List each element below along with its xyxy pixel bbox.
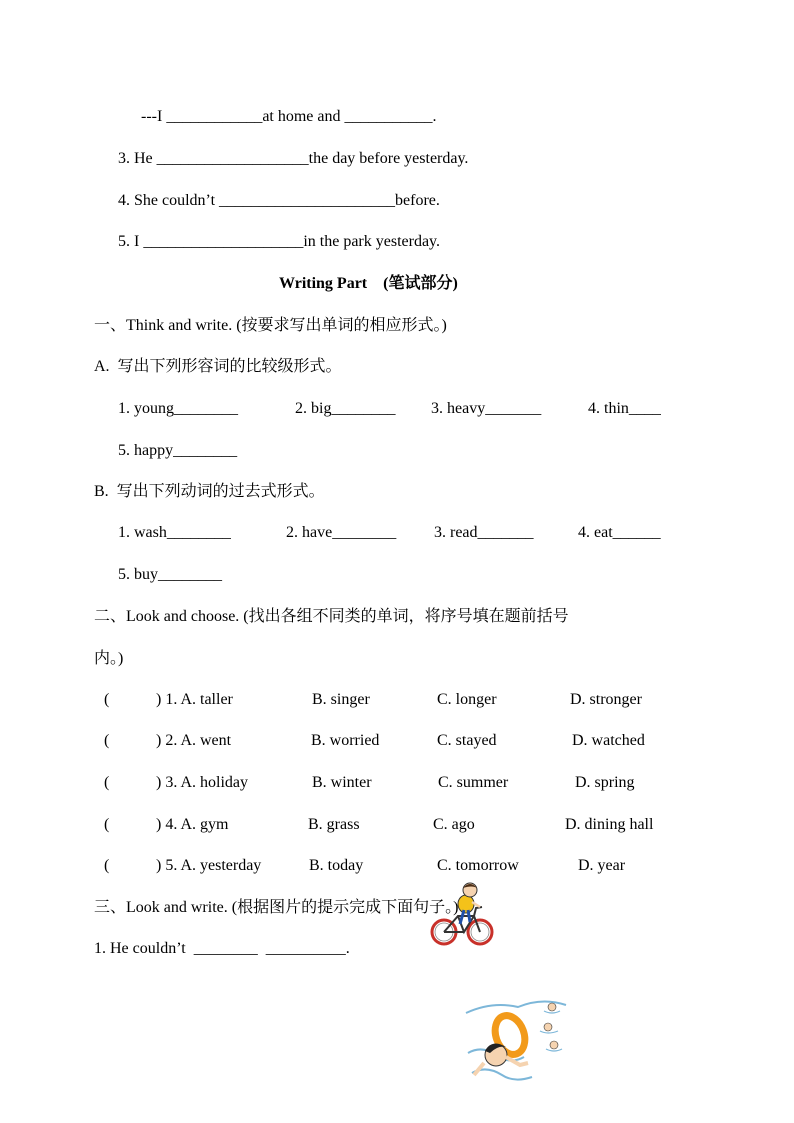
q1-option-a: ) 1. A. taller [156, 691, 233, 708]
q3-option-d: D. spring [575, 774, 635, 791]
writing-part-title: Writing Part (笔试部分) [279, 275, 458, 292]
q5-option-d: D. year [578, 857, 626, 874]
q1-option-d: D. stronger [570, 691, 642, 708]
q4-option-a: ) 4. A. gym [156, 816, 229, 833]
listening-line-answer: ---I ____________at home and ___________. [141, 108, 437, 125]
section3-heading: 三、Look and write. (根据图片的提示完成下面句子。) [94, 899, 459, 916]
q2-option-c: C. stayed [437, 732, 497, 749]
q3-option-c: C. summer [438, 774, 509, 791]
partA-item-3: 3. heavy_______ [431, 400, 542, 417]
listening-line-3: 3. He ___________________the day before yesterday. [118, 150, 469, 167]
q1-option-c: C. longer [437, 691, 497, 708]
partB-item-4: 4. eat______ [578, 524, 661, 541]
q4-option-b: B. grass [308, 816, 360, 833]
section1-partB-heading: B. 写出下列动词的过去式形式。 [94, 483, 325, 500]
distant-swimmer-2 [544, 1023, 552, 1031]
q5-option-c: C. tomorrow [437, 857, 519, 874]
q2-option-d: D. watched [572, 732, 645, 749]
partA-item-2: 2. big________ [295, 400, 396, 417]
q4-option-d: D. dining hall [565, 816, 654, 833]
q5-option-b: B. today [309, 857, 364, 874]
partB-item-3: 3. read_______ [434, 524, 534, 541]
partA-item-4: 4. thin____ [588, 400, 661, 417]
q1-paren: ( [104, 691, 110, 708]
bicycle-rider-illustration [430, 880, 496, 950]
q2-option-a: ) 2. A. went [156, 732, 232, 749]
listening-line-4: 4. She couldn’t ______________________before. [118, 192, 440, 209]
section2-heading-cont: 内。) [94, 650, 124, 667]
partB-item-1: 1. wash________ [118, 524, 231, 541]
section2-heading: 二、Look and choose. (找出各组不同类的单词，将序号填在题前括号 [94, 608, 569, 625]
distant-swimmer-3 [550, 1041, 558, 1049]
q1-option-b: B. singer [312, 691, 370, 708]
q2-option-b: B. worried [311, 732, 380, 749]
section1-heading: 一、Think and write. (按要求写出单词的相应形式。) [94, 317, 447, 334]
partA-item-1: 1. young________ [118, 400, 238, 417]
section1-partA-heading: A. 写出下列形容词的比较级形式。 [94, 358, 342, 375]
section3-q1: 1. He couldn’t ________ __________. [94, 940, 350, 957]
rider-body [458, 895, 474, 913]
partB-item-2: 2. have________ [286, 524, 397, 541]
q4-paren: ( [104, 816, 110, 833]
partB-item-5: 5. buy________ [118, 566, 222, 583]
q5-option-a: ) 5. A. yesterday [156, 857, 262, 874]
q4-option-c: C. ago [433, 816, 475, 833]
partA-item-5: 5. happy________ [118, 442, 238, 459]
q3-option-a: ) 3. A. holiday [156, 774, 248, 791]
q2-paren: ( [104, 732, 110, 749]
q5-paren: ( [104, 857, 110, 874]
distant-swimmer-1 [548, 1003, 556, 1011]
swimming-boy-illustration [462, 993, 572, 1091]
q3-paren: ( [104, 774, 110, 791]
listening-line-5: 5. I ____________________in the park yesterday. [118, 233, 441, 250]
q3-option-b: B. winter [312, 774, 372, 791]
